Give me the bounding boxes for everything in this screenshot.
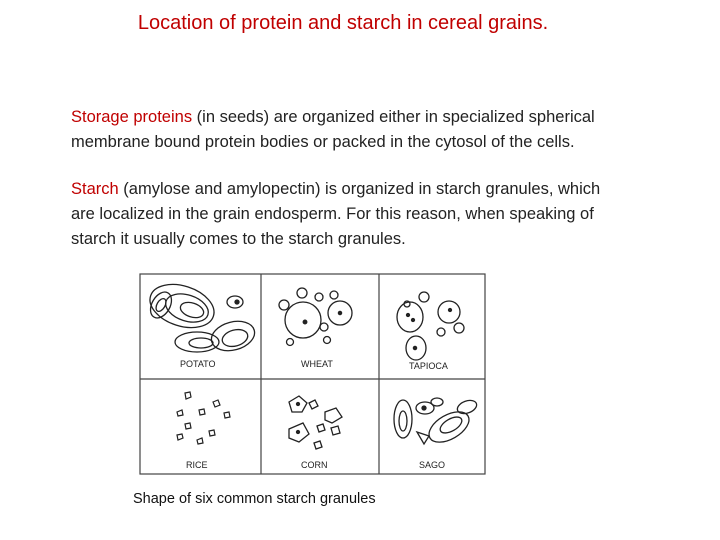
page-title: Location of protein and starch in cereal grains. bbox=[137, 12, 549, 34]
label-tapioca: TAPIOCA bbox=[409, 361, 448, 371]
label-rice: RICE bbox=[186, 460, 208, 470]
storage-proteins-paragraph bbox=[71, 105, 681, 155]
label-wheat: WHEAT bbox=[301, 359, 333, 369]
label-corn: CORN bbox=[301, 460, 328, 470]
paragraph2-line1-rest: (amylose and amylopectin) is organized in starch granules, which bbox=[118, 180, 601, 198]
paragraph1-line2: membrane bound protein bodies or packed in the cytosol of the cells. bbox=[71, 133, 575, 151]
starch-highlight: Starch bbox=[71, 180, 119, 198]
label-potato: POTATO bbox=[180, 359, 216, 369]
paragraph2-line2: are localized in the grain endosperm. For this reason, when speaking of bbox=[71, 205, 594, 223]
label-sago: SAGO bbox=[419, 460, 446, 470]
paragraph2-line3: starch it usually comes to the starch granules. bbox=[71, 230, 406, 248]
starch-granules-figure bbox=[137, 272, 487, 476]
figure-caption: Shape of six common starch granules bbox=[133, 491, 376, 507]
paragraph1-line1-rest: (in seeds) are organized either in specialized spherical bbox=[192, 108, 595, 126]
starch-granules-grid bbox=[137, 272, 487, 476]
starch-paragraph bbox=[71, 177, 681, 252]
storage-proteins-highlight: Storage proteins bbox=[71, 108, 193, 126]
